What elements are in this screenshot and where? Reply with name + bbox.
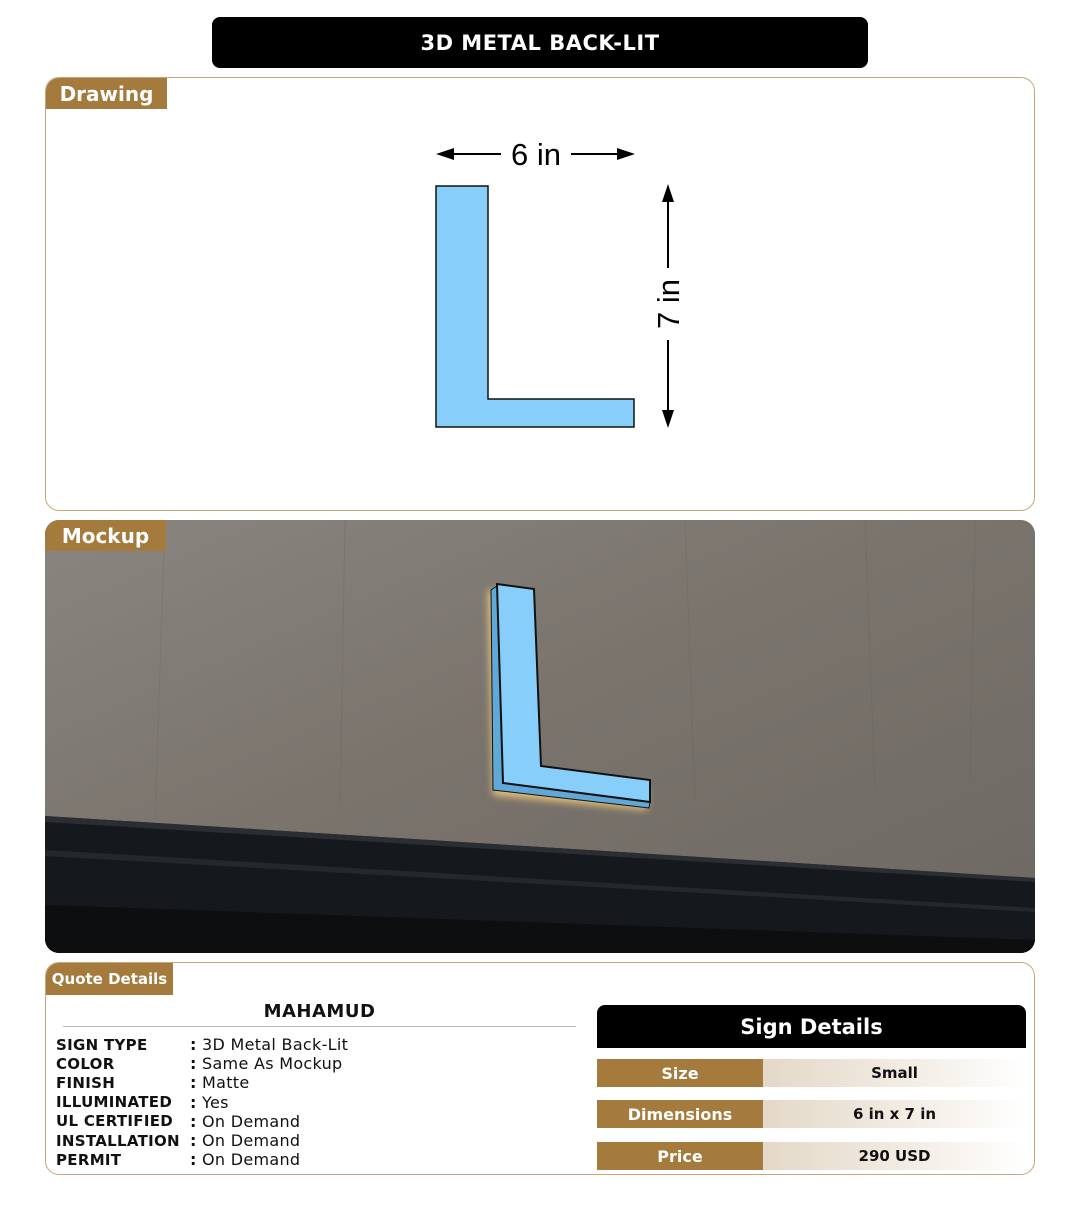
spec-value: On Demand: [202, 1150, 301, 1170]
spec-value: Matte: [202, 1073, 250, 1093]
sign-detail-row-size: [597, 1059, 1026, 1087]
spec-colon: :: [190, 1131, 197, 1151]
sign-detail-value: 6 in x 7 in: [763, 1100, 1026, 1128]
page-title: 3D METAL BACK-LIT: [212, 17, 868, 68]
spec-value: On Demand: [202, 1131, 301, 1151]
spec-colon: :: [190, 1035, 197, 1055]
mockup-tag: Mockup: [45, 520, 166, 551]
sign-detail-row-dimensions: [597, 1100, 1026, 1128]
drawing-tag: Drawing: [46, 78, 167, 109]
sign-detail-label: Size: [597, 1059, 763, 1087]
spec-row: [56, 1054, 586, 1073]
sign-detail-label: Price: [597, 1142, 763, 1170]
quote-panel: [45, 962, 1035, 1175]
spec-row: [56, 1112, 586, 1131]
sign-details-title: Sign Details: [597, 1005, 1026, 1048]
spec-colon: :: [190, 1073, 197, 1093]
spec-value: On Demand: [202, 1111, 301, 1131]
divider: [63, 1026, 576, 1027]
spec-row: [56, 1073, 586, 1092]
sign-detail-row-price: [597, 1142, 1026, 1170]
sign-detail-value: 290 USD: [763, 1142, 1026, 1170]
spec-row: [56, 1093, 586, 1112]
quote-tag: Quote Details: [46, 963, 173, 995]
spec-colon: :: [190, 1054, 197, 1074]
drawing-panel: [45, 77, 1035, 511]
mockup-panel: [45, 520, 1035, 953]
customer-name: MAHAMUD: [263, 1001, 376, 1022]
spec-colon: :: [190, 1150, 197, 1170]
sign-detail-label: Dimensions: [597, 1100, 763, 1128]
spec-value: Same As Mockup: [202, 1054, 343, 1074]
spec-value: 3D Metal Back-Lit: [202, 1035, 349, 1055]
sign-detail-value: Small: [763, 1059, 1026, 1087]
spec-key: FINISH: [56, 1073, 116, 1092]
spec-colon: :: [190, 1092, 197, 1112]
mockup-photo: [45, 520, 1035, 953]
height-label: 7 in: [651, 279, 686, 329]
sign-details-table: [597, 1005, 1026, 1166]
letter-l-shape: [436, 186, 634, 427]
spec-key: PERMIT: [56, 1150, 122, 1169]
spec-key: INSTALLATION: [56, 1131, 180, 1150]
spec-key: SIGN TYPE: [56, 1035, 148, 1054]
spec-row: [56, 1150, 586, 1169]
spec-key: ILLUMINATED: [56, 1093, 173, 1112]
spec-key: COLOR: [56, 1054, 115, 1073]
spec-colon: :: [190, 1111, 197, 1131]
spec-key: UL CERTIFIED: [56, 1112, 174, 1131]
spec-row: [56, 1131, 586, 1150]
spec-row: [56, 1035, 586, 1054]
spec-list: [56, 1035, 586, 1169]
width-label: 6 in: [511, 137, 561, 172]
spec-value: Yes: [202, 1092, 229, 1112]
drawing-canvas: [46, 78, 1035, 511]
